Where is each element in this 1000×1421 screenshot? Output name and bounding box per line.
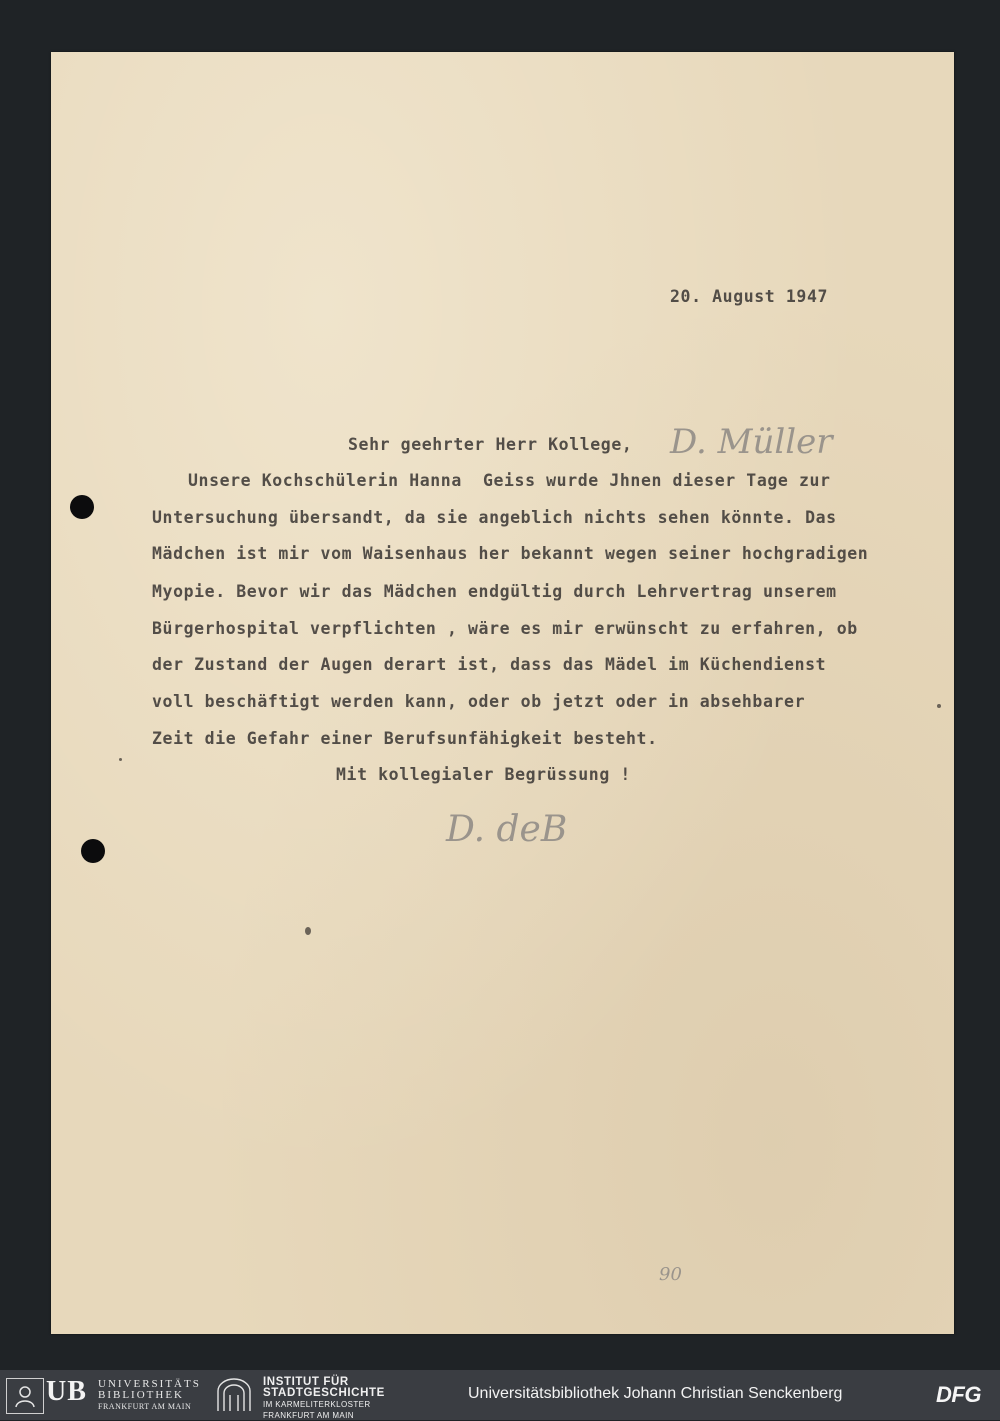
ub-line-3: FRANKFURT AM MAIN (98, 1402, 192, 1411)
pencil-initials: D. deB (446, 809, 568, 850)
isg-line-4: FRANKFURT AM MAIN (263, 1411, 354, 1420)
footer-bar (0, 1370, 1000, 1420)
ub-line-1: UNIVERSITÄTS (98, 1378, 201, 1390)
ink-speck (305, 927, 311, 935)
ub-logo-text (98, 1379, 201, 1412)
letter-salutation: Sehr geehrter Herr Kollege, (348, 435, 633, 454)
pencil-page-number: 90 (659, 1264, 682, 1285)
ink-speck (937, 704, 941, 708)
isg-line-3: IM KARMELITERKLOSTER (263, 1400, 371, 1409)
body-line-2: Untersuchung übersandt, da sie angeblich nichts sehen könnte. Das (152, 508, 837, 527)
body-line-5: Bürgerhospital verpflichten , wäre es mir erwünscht zu erfahren, ob (152, 619, 858, 638)
dfg-logo[interactable]: DFG (936, 1382, 981, 1407)
ink-speck (119, 758, 122, 761)
letter-date: 20. August 1947 (670, 287, 829, 306)
letter-closing: Mit kollegialer Begrüssung ! (336, 765, 631, 784)
body-line-3: Mädchen ist mir vom Waisenhaus her bekannt wegen seiner hochgradigen (152, 544, 869, 563)
body-line-6: der Zustand der Augen derart ist, dass das Mädel im Küchendienst (152, 655, 827, 674)
body-line-8: Zeit die Gefahr einer Berufsunfähigkeit besteht. (152, 729, 658, 748)
punch-hole-lower (81, 839, 105, 863)
body-line-1: Unsere Kochschülerin Hanna Geiss wurde Jhnen dieser Tage zur (188, 471, 831, 490)
isg-line-2: STADTGESCHICHTE (263, 1387, 385, 1399)
ub-logo-letters: UB (46, 1376, 87, 1407)
ub-seal-icon (6, 1378, 44, 1414)
footer-library-title[interactable]: Universitätsbibliothek Johann Christian Senckenberg (468, 1385, 843, 1402)
isg-logo-text (263, 1377, 385, 1421)
body-line-4: Myopie. Bevor wir das Mädchen endgültig durch Lehrvertrag unserem (152, 582, 837, 601)
isg-line-1: INSTITUT FÜR (263, 1376, 349, 1388)
letter-sheet (51, 52, 954, 1334)
isg-arch-icon (214, 1377, 254, 1413)
punch-hole-upper (70, 495, 94, 519)
pencil-addressee-note: D. Müller (670, 422, 833, 462)
body-line-7: voll beschäftigt werden kann, oder ob jetzt oder in absehbarer (152, 692, 806, 711)
ub-line-2: BIBLIOTHEK (98, 1389, 184, 1401)
